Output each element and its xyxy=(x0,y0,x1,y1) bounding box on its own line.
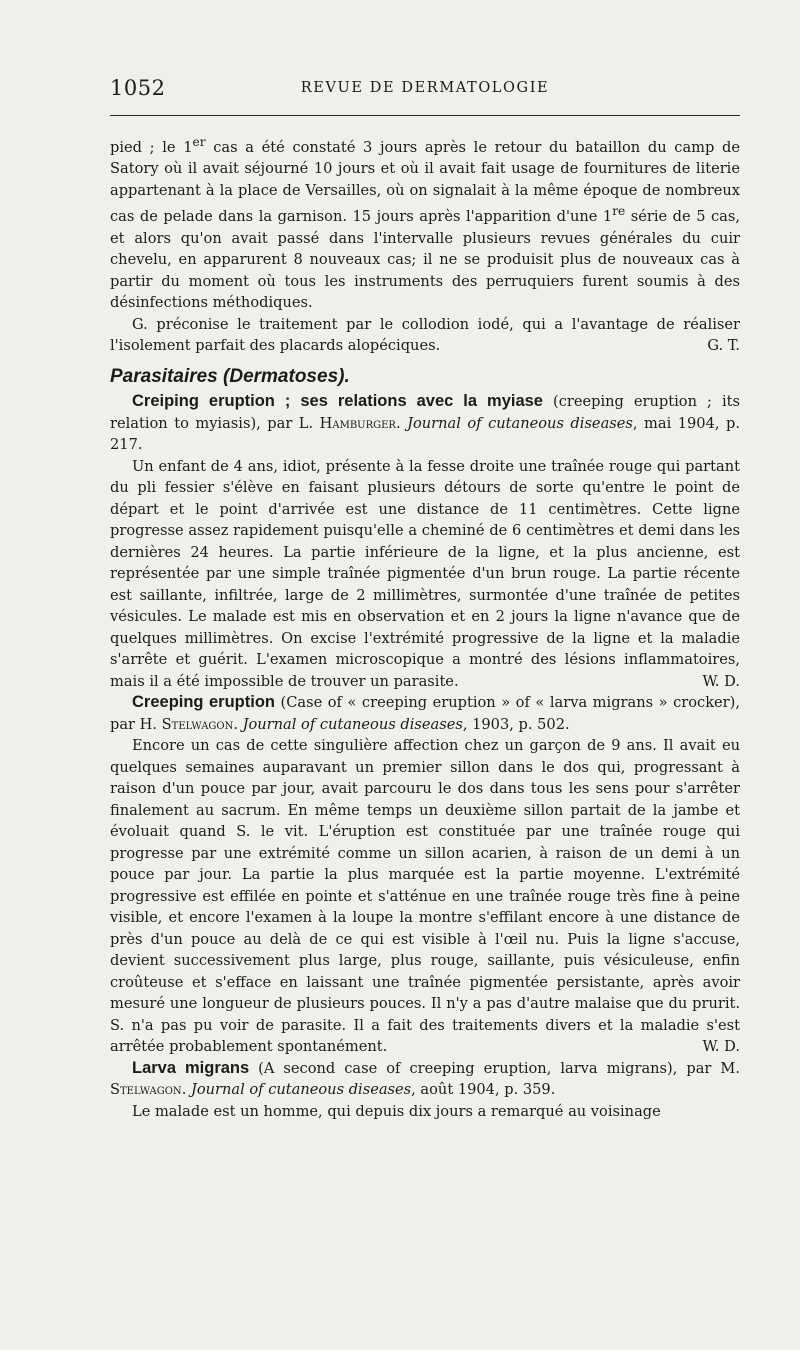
article-header xyxy=(110,1058,740,1101)
article-text: Encore un cas de cette singulière affection chez un garçon de 9 ans. Il avait eu quelques semaines auparavant un premier sillon dans le dos qui, progressant à raison d'un pouce par jour, avait parcouru le dos dans tous les sens pour s'arrêter finalement au sacrum. En même temps un deuxième sillon partait de la jambe et évoluait quand S. le vit. L'éruption est constituée par une traînée rouge qui progresse par une extrémité comme un sillon acarien, à raison de un demi à un pouce par jour. La partie la plus marquée est la partie moyenne. L'extrémité progressive est effilée en pointe et s'atténue en une traînée rouge très fine à peine visible, et encore l'examen à la loupe la montre s'effilant encore à une distance de près d'un pouce au delà de ce qui est visible à l'œil nu. Puis la ligne s'accuse, devient successivement plus large, plus rouge, saillante, puis vésiculeuse, enfin croûteuse et s'efface en laissant une traînée pigmentée persistante, après avoir mesuré une longueur de plusieurs pouces. Il n'y a pas d'autre malaise que du prurit. S. n'a pas pu voir de parasite. Il a fait des traitements divers et la maladie s'est arrêtée probablement spontanément. xyxy=(110,737,740,1056)
signature: G. T. xyxy=(707,337,740,355)
article-subtitle: (Case of « creeping eruption » of « larva migrans » crocker), par H. xyxy=(110,694,740,733)
journal-name: Journal of cutaneous diseases xyxy=(407,414,633,432)
article-title: Creeping eruption xyxy=(132,693,275,712)
paragraph-treatment xyxy=(110,314,740,357)
header-rule xyxy=(110,115,740,116)
paragraph-text: cas a été constaté 3 jours après le retour du bataillon du camp de Satory où il avait séjourné 10 jours et où il avait fait usage de fournitures de literie appartenant à la place de Versailles, où on signalait à la même époque de nombreux cas de pelade dans la garnison. 15 jours après l'apparition d'une 1 xyxy=(110,138,740,226)
citation: , 1903, p. 502. xyxy=(462,715,570,733)
section-title-keyword: Dermatoses xyxy=(229,365,339,387)
superscript: er xyxy=(192,135,206,149)
body-text xyxy=(110,132,740,1122)
paragraph-text: pied ; le 1 xyxy=(110,138,193,156)
article-text: Un enfant de 4 ans, idiot, présente à la fesse droite une traînée rouge qui partant du pli fessier s'élève en faisant plusieurs détours de sorte qu'entre le point de départ et le point d'arrivée est une distance de 11 centimètres. Cette ligne progresse assez rapidement puisqu'elle a cheminé de 6 centimètres et demi dans les dernières 24 heures. La partie inférieure de la ligne, et la plus ancienne, est représentée par une simple traînée pigmentée d'un brun rouge. La partie récente est saillante, infiltrée, large de 2 millimètres, surmontée d'une traînée de petites vésicules. Le malade est mis en observation et en 2 jours la ligne n'avance que de quelques millimètres. On excise l'extrémité progressive de la ligne et la maladie s'arrête et guérit. L'examen microscopique a montré des lésions inflammatoires, mais il a été impossible de trouver un parasite. xyxy=(110,457,740,690)
superscript: re xyxy=(612,204,626,219)
article-author: Stelwagon xyxy=(161,715,234,733)
section-heading xyxy=(110,366,740,388)
paragraph-continuation xyxy=(110,132,740,314)
article-subtitle: (A second case of creeping eruption, larva migrans), par M. xyxy=(249,1059,740,1077)
article-title: Larva migrans xyxy=(132,1058,250,1077)
paragraph-text: G. préconise le traitement par le collodion iodé, qui a l'avantage de réaliser l'isolement parfait des placards alopéciques. xyxy=(110,315,740,355)
article-separator: . xyxy=(181,1081,191,1099)
article-author: Stelwagon xyxy=(110,1081,182,1099)
paragraph-text: série de 5 cas, et alors qu'on avait passé dans l'intervalle plusieurs revues générales du cuir chevelu, en apparurent 8 nouveaux cas; il ne se produisit plus de nouveaux cas à partir du moment où tous les instruments des perruquiers furent soumis à des désinfections méthodiques. xyxy=(110,208,740,312)
journal-name: Journal of cutaneous diseases xyxy=(242,715,463,733)
article-separator: . xyxy=(233,715,243,733)
page-number: 1052 xyxy=(110,76,166,100)
article-subtitle: (creeping eruption ; its relation to myiasis), par L. xyxy=(110,393,740,432)
journal-name: Journal of cutaneous diseases xyxy=(190,1081,412,1099)
citation: , mai 1904, p. 217. xyxy=(110,414,741,454)
running-title: REVUE DE DERMATOLOGIE xyxy=(300,80,550,96)
section-title-end: ). xyxy=(338,365,350,387)
article-body xyxy=(110,1101,740,1123)
signature: W. D. xyxy=(702,1038,740,1056)
signature: W. D. xyxy=(702,672,740,690)
page-header xyxy=(110,76,740,102)
citation: , août 1904, p. 359. xyxy=(411,1081,556,1099)
article-header xyxy=(110,391,740,456)
article-title: Creiping eruption ; ses relations avec la myiase xyxy=(132,392,543,411)
article-body xyxy=(110,735,740,1058)
article-author: Hamburger xyxy=(319,414,396,432)
article-header xyxy=(110,692,740,735)
article-separator: . xyxy=(395,414,408,432)
section-title: Parasitaires ( xyxy=(110,365,230,387)
article-body xyxy=(110,456,740,693)
article-text: Le malade est un homme, qui depuis dix jours a remarqué au voisinage xyxy=(132,1102,661,1120)
